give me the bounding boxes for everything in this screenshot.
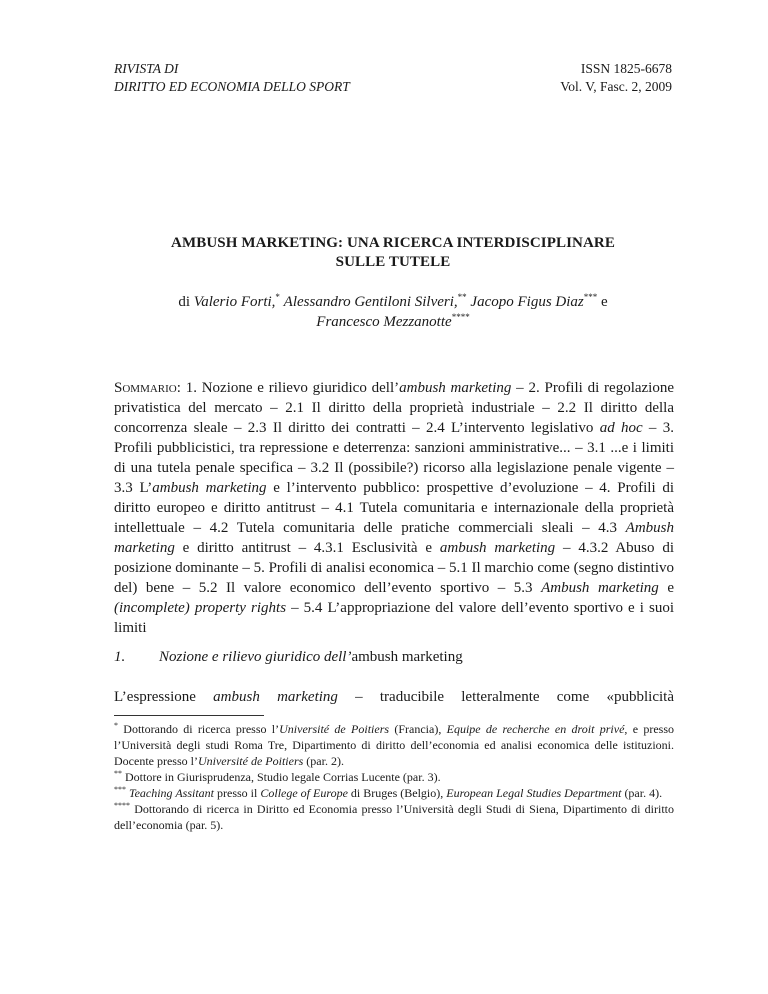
footnote-italic: Equipe de recherche en droit privé	[446, 722, 625, 736]
table-of-contents-summary	[114, 378, 674, 638]
footnote-text: Dottore in Giurisprudenza, Studio legale Corrias Lucente (par. 3).	[122, 770, 441, 784]
author-1: Valerio Forti,	[193, 294, 276, 310]
journal-name-line2: DIRITTO ED ECONOMIA DELLO SPORT	[114, 79, 350, 94]
footnote-text: , e presso l’Università degli studi Roma Tre, Dipartimento di diritto dell’economia ed analisi economica delle istituzioni. Docente presso l’	[114, 722, 674, 768]
summary-italic: ad hoc	[599, 420, 643, 436]
summary-text: – 4.3.2 Abuso di posizione dominante – 5. Profili di analisi economica – 5.1 Il marchio come (segno distintivo del) bene – 5.2 Il valore economico dell’evento sportivo – 5.3	[114, 540, 674, 596]
summary-text: e l’intervento pubblico: prospettive d’evoluzione – 4. Profili di diritto europeo e diritto antitrust – 4.1 Tutela comunitaria e internazionale della proprietà intellettuale – 4.2 Tutela comunitaria delle pratiche commerciali sleali – 4.3	[114, 480, 675, 536]
footnote-text: Dottorando di ricerca presso l’	[118, 722, 280, 736]
summary-text: 1. Nozione e rilievo giuridico dell’	[185, 380, 400, 396]
summary-label: Sommario:	[114, 380, 181, 396]
summary-italic: Ambush marketing	[114, 520, 674, 556]
author-2: Alessandro Gentiloni Silveri,	[283, 294, 458, 310]
footnote-3	[114, 785, 674, 801]
summary-italic: ambush marketing	[439, 540, 556, 556]
footnotes	[114, 721, 674, 833]
footnote-text: presso il	[214, 786, 261, 800]
footnote-text: (par. 2).	[303, 754, 344, 768]
footnote-text: (Francia),	[389, 722, 447, 736]
body-text: L’espressione	[114, 689, 214, 705]
footnote-mark: ****	[114, 801, 130, 810]
section-heading	[114, 649, 463, 666]
footnote-1	[114, 721, 674, 769]
footnote-italic: Université de Poitiers	[279, 722, 390, 736]
body-text: – traducibile letteralmente come «pubblicità	[337, 689, 674, 705]
footnote-separator	[114, 715, 264, 716]
author-list	[114, 292, 672, 332]
footnote-2	[114, 769, 674, 785]
summary-text: e	[658, 580, 674, 596]
author-3-note-mark: ***	[583, 292, 598, 302]
footnote-italic: Teaching Assitant	[126, 786, 215, 800]
footnote-italic: Université de Poitiers	[197, 754, 304, 768]
summary-text: – 2. Profili di regolazione privatistica del mercato – 2.1 Il diritto della proprietà industriale – 2.2 Il diritto della concorrenza sleale – 2.3 Il diritto dei contratti – 2.4 L’intervento legislativo	[114, 380, 674, 436]
body-italic: ambush marketing	[213, 689, 338, 705]
article-title	[114, 234, 672, 272]
footnote-text: di Bruges (Belgio),	[347, 786, 447, 800]
footnote-mark: *	[114, 721, 118, 730]
summary-text: – 5.4 L’appropriazione del valore dell’evento sportivo e i suoi limiti	[114, 600, 674, 636]
body-paragraph	[114, 689, 674, 706]
issn: ISSN 1825-6678	[580, 61, 672, 76]
footnote-text: (par. 4).	[621, 786, 663, 800]
article-title-line1: AMBUSH MARKETING: UNA RICERCA INTERDISCIPLINARE	[171, 235, 615, 251]
author-prefix: di	[178, 294, 190, 310]
author-conjunction: e	[601, 294, 608, 310]
author-2-note-mark: **	[457, 292, 467, 302]
section-number: 1.	[114, 649, 126, 665]
footnote-italic: College of Europe	[260, 786, 348, 800]
author-4-note-mark: ****	[451, 312, 470, 322]
journal-issue-info	[560, 60, 672, 96]
section-title-term: ambush marketing	[351, 649, 463, 665]
article-title-line2: SULLE TUTELE	[335, 254, 451, 270]
footnote-mark: ***	[114, 785, 126, 794]
journal-name	[114, 60, 350, 96]
author-1-note-mark: *	[275, 292, 280, 302]
footnote-mark: **	[114, 769, 122, 778]
footnote-4	[114, 801, 674, 833]
footnote-text: Dottorando di ricerca in Diritto ed Economia presso l’Università degli Studi di Siena, Dipartimento di diritto dell’economia (par. 5).	[114, 802, 674, 832]
summary-italic: ambush marketing	[399, 380, 512, 396]
summary-italic: Ambush marketing	[541, 580, 659, 596]
footnote-italic: European Legal Studies Department	[446, 786, 622, 800]
summary-text: – 3. Profili pubblicistici, tra repressione e deterrenza: sanzioni amministrative... – 3.1 ...e i limiti di una tutela penale specifica – 3.2 Il (possibile?) ricorso alla legislazione penale vigente – 3.3 L’	[114, 420, 674, 496]
volume-issue: Vol. V, Fasc. 2, 2009	[560, 79, 672, 94]
author-4: Francesco Mezzanotte	[316, 314, 452, 330]
summary-italic: ambush marketing	[152, 480, 267, 496]
summary-italic: (incomplete) property rights	[114, 600, 287, 616]
journal-name-line1: RIVISTA DI	[114, 61, 179, 76]
summary-text: e diritto antitrust – 4.3.1 Esclusività e	[174, 540, 440, 556]
author-3: Jacopo Figus Diaz	[470, 294, 584, 310]
section-title: Nozione e rilievo giuridico dell’	[159, 649, 352, 665]
